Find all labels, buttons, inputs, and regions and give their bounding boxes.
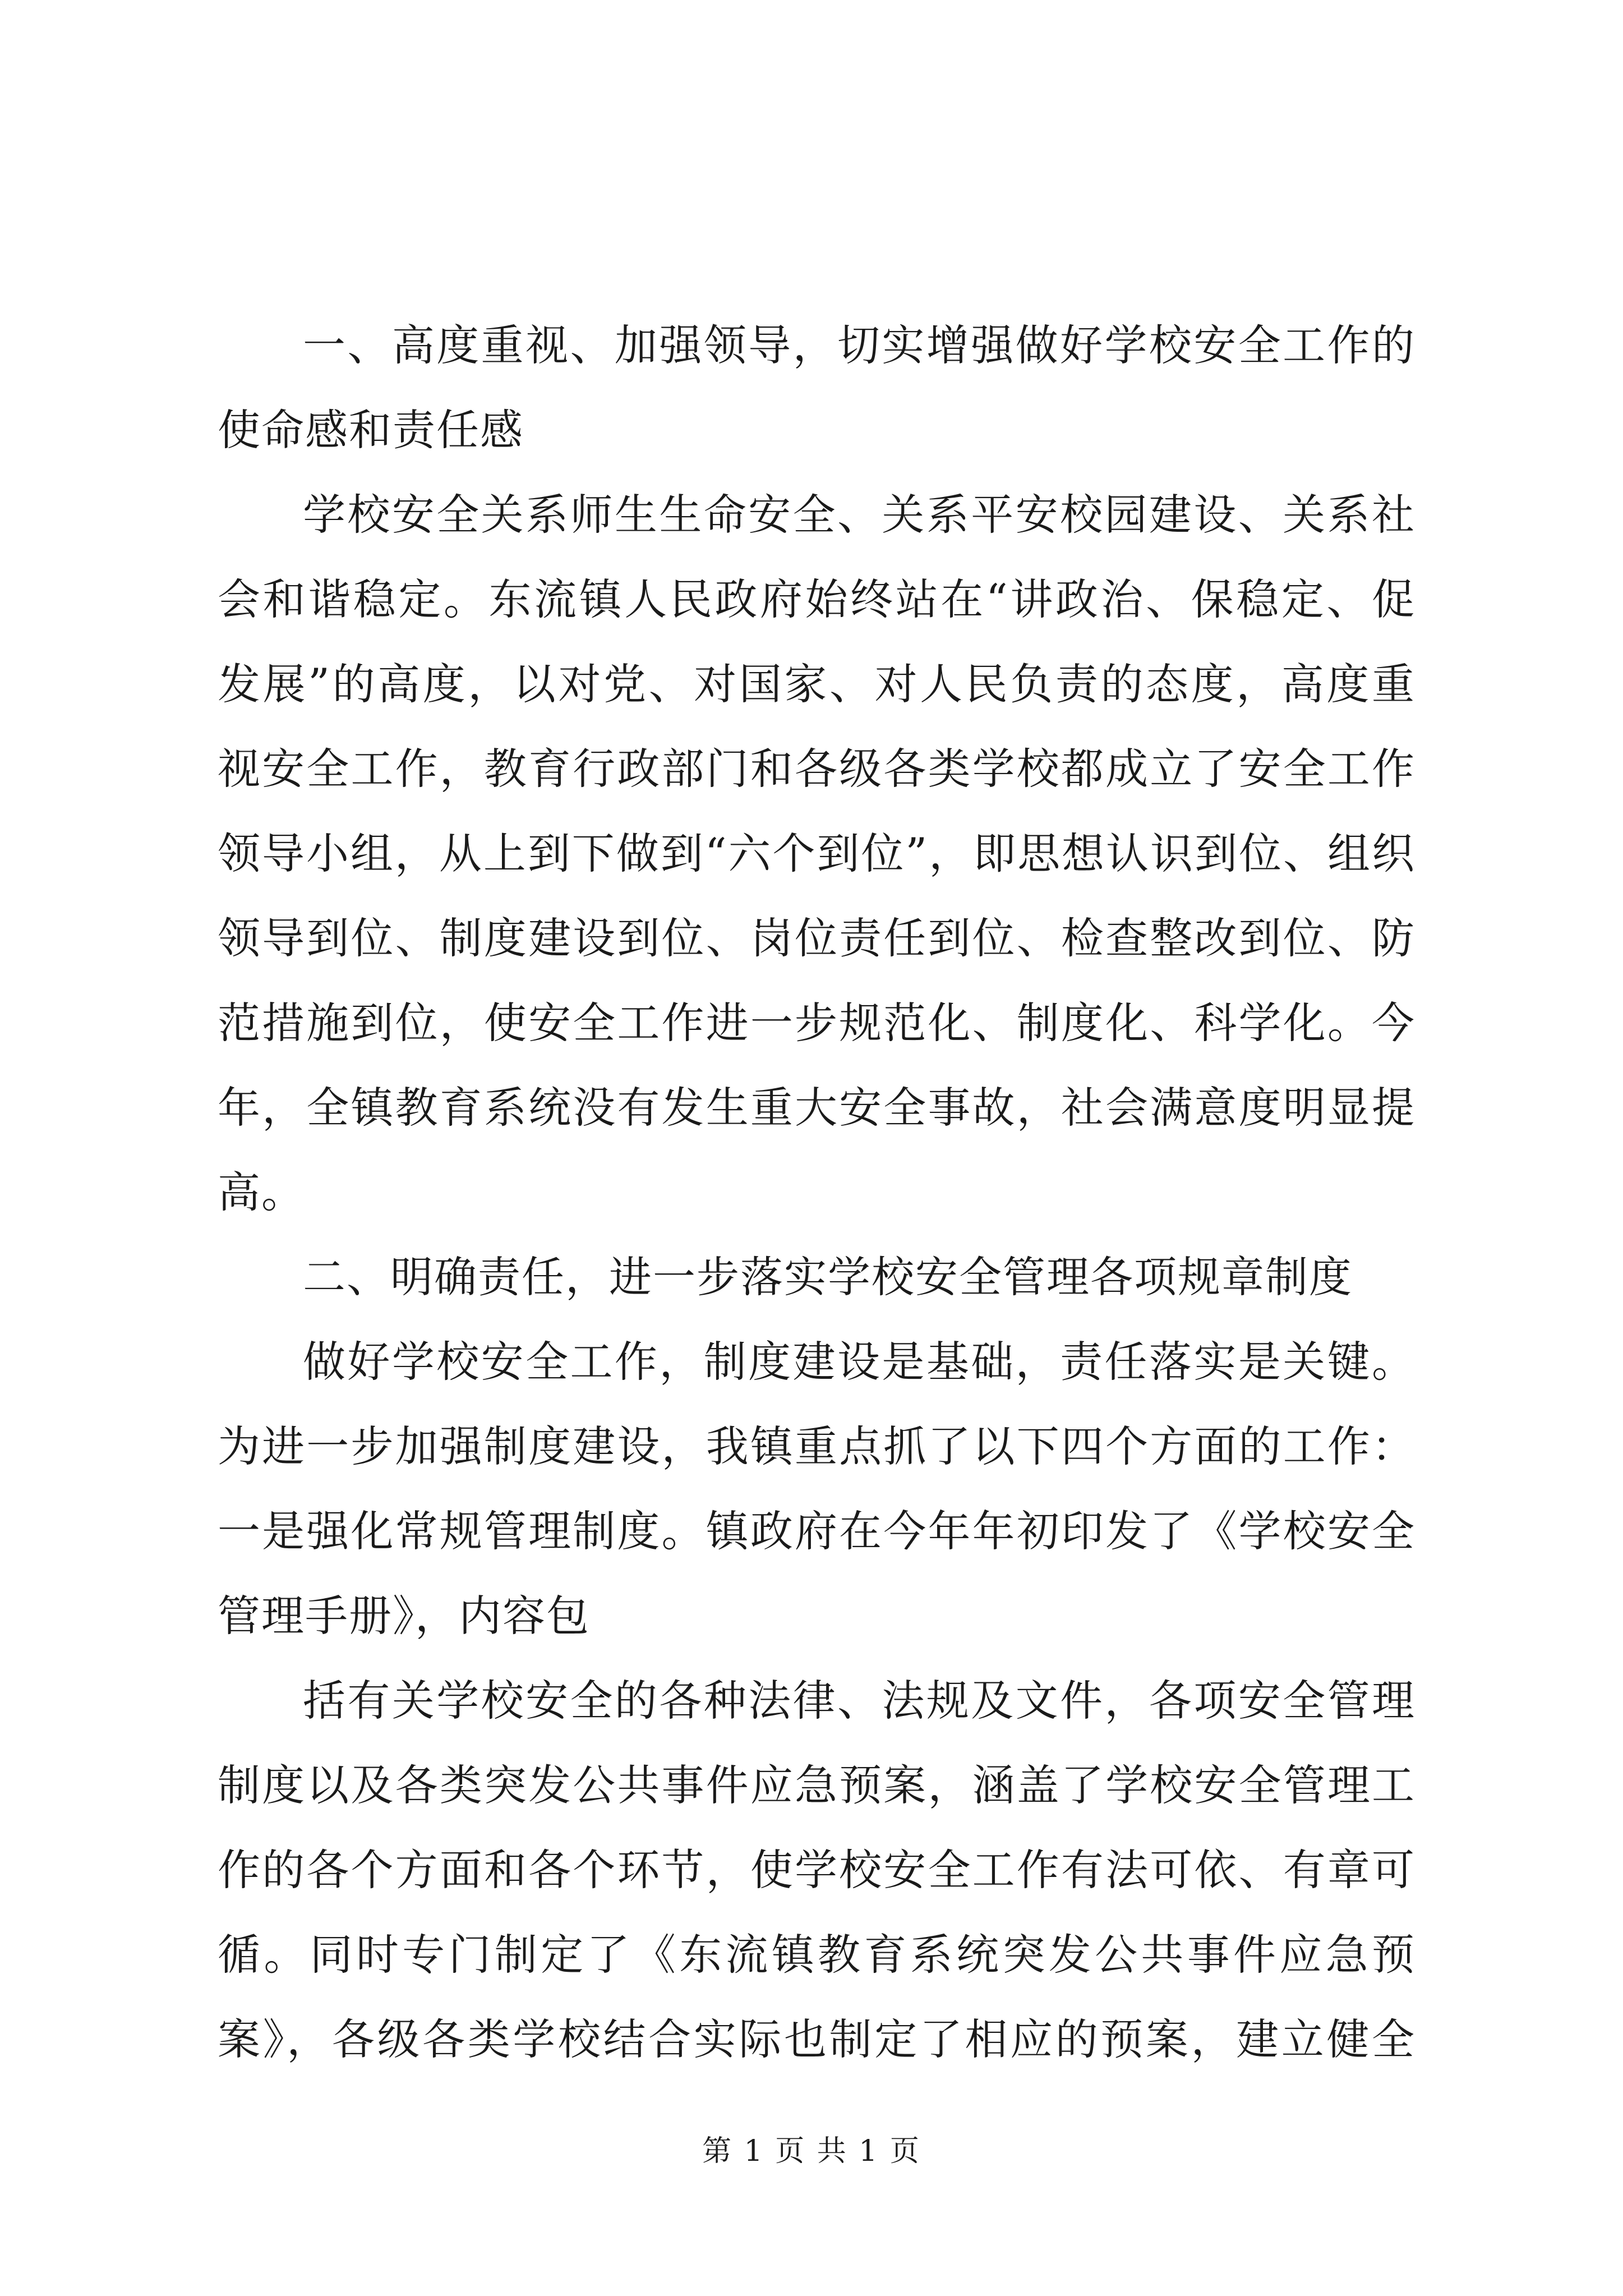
page-footer: 第 1 页 共 1 页 bbox=[702, 2134, 921, 2168]
body-paragraph-2: 做好学校安全工作，制度建设是基础，责任落实是关键。为进一步加强制度建设，我镇重点抓了以下四个方面的工作：一是强化常规管理制度。镇政府在今年年初印发了《学校安全管理手册》，内容包 bbox=[218, 1337, 1415, 1641]
body-paragraph-1: 学校安全关系师生生命安全、关系平安校园建设、关系社会和谐稳定。东流镇人民政府始终站在“讲政治、保稳定、促发展”的高度，以对党、对国家、对人民负责的态度，高度重视安全工作，教育行政部门和各级各类学校都成立了安全工作领导小组，从上到下做到“六个到位”，即思想认识到位、组织领导到位、制度建设到位、岗位责任到位、检查整改到位、防范措施到位，使安全工作进一步规范化、制度化、科学化。今年，全镇教育系统没有发生重大安全事故，社会满意度明显提高。 bbox=[218, 490, 1415, 1217]
section-heading-2: 二、明确责任，进一步落实学校安全管理各项规章制度 bbox=[303, 1252, 1353, 1302]
body-paragraph-3: 括有关学校安全的各种法律、法规及文件，各项安全管理制度以及各类突发公共事件应急预案，涵盖了学校安全管理工作的各个方面和各个环节，使学校安全工作有法可依、有章可循。同时专门制定了《东流镇教育系统突发公共事件应急预案》，各级各类学校结合实际也制定了相应的预案，建立健全 bbox=[218, 1676, 1415, 2064]
section-heading-1: 一、高度重视、加强领导，切实增强做好学校安全工作的使命感和责任感 bbox=[218, 320, 1415, 455]
document-body bbox=[218, 303, 1415, 2070]
